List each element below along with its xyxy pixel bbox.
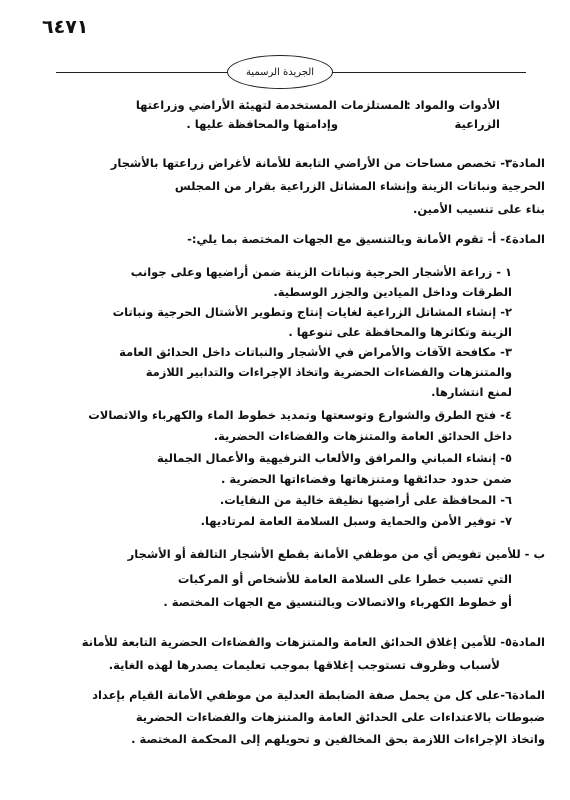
article-4-b-line-2: التي تسبب خطرا على السلامة العامة للأشخاص أو المركبات <box>177 572 512 586</box>
definition-line-2-term: الزراعية <box>454 117 500 131</box>
article-4-item-4-line-1: ٤- فتح الطرق والشوارع وتوسعتها وتمديد خطوط الماء والكهرباء والاتصالات <box>88 408 512 422</box>
article-4-item-6: ٦- المحافظة على أراضيها نظيفة خالية من النفايات. <box>219 493 512 507</box>
article-3-line-3: بناء على تنسيب الأمين. <box>412 202 545 216</box>
article-5-line-1: المادة٥- للأمين إغلاق الحدائق العامة والمتنزهات والفضاءات الحضرية التابعة للأمانة <box>81 635 545 649</box>
article-4-item-3-line-3: لمنع انتشارها. <box>431 385 512 399</box>
article-4-item-1-line-2: الطرقات وداخل الميادين والجزر الوسطية. <box>273 285 512 299</box>
article-4-b-line-3: أو خطوط الكهرباء والاتصالات وبالتنسيق مع الجهات المختصة . <box>163 595 512 609</box>
article-3-line-1: المادة٣- تخصص مساحات من الأراضي التابعة للأمانة لأغراض زراعتها بالأشجار <box>110 156 545 170</box>
article-5-line-2: لأسباب وظروف تستوجب إغلاقها بموجب تعليمات يصدرها لهذه الغاية. <box>108 658 500 672</box>
page-number: ٦٤٧١ <box>42 16 89 38</box>
article-6-line-3: واتخاذ الإجراءات اللازمة بحق المخالفين و تحويلهم إلى المحكمة المختصة . <box>131 732 545 746</box>
article-4-intro: المادة٤- أ- تقوم الأمانة وبالتنسيق مع الجهات المختصة بما يلي:- <box>187 232 545 246</box>
article-4-item-2-line-1: ٢- إنشاء المشاتل الزراعية لغايات إنتاج وتطوير الأشتال الحرجية ونباتات <box>112 305 512 319</box>
gazette-title-oval <box>227 55 333 89</box>
article-4-item-3-line-2: والمتنزهات والفضاءات الحضرية واتخاذ الإجراءات والتدابير اللازمة <box>145 365 512 379</box>
article-6-line-1: المادة٦-على كل من يحمل صفة الضابطة العدلية من موظفي الأمانة القيام بإعداد <box>92 688 545 702</box>
definition-term: الأدوات والمواد : <box>406 98 500 112</box>
definition-line-2: وإدامتها والمحافظة عليها . <box>186 117 338 131</box>
article-6-line-2: ضبوطات بالاعتداءات على الحدائق العامة والمتنزهات والفضاءات الحضرية <box>135 710 545 724</box>
article-4-item-2-line-2: الزينة وتكاثرها والمحافظة على تنوعها . <box>288 325 512 339</box>
article-4-item-5-line-2: ضمن حدود حدائقها ومتنزهاتها وفضاءاتها الحضرية . <box>221 472 512 486</box>
article-4-item-3-line-1: ٣- مكافحة الآفات والأمراض في الأشجار والنباتات داخل الحدائق العامة <box>119 345 512 359</box>
article-4-item-5-line-1: ٥- إنشاء المباني والمرافق والألعاب الترفيهية والأعمال الجمالية <box>156 451 512 465</box>
article-4-item-1-line-1: ١ - زراعة الأشجار الحرجية ونباتات الزينة ضمن أراضيها وعلى جوانب <box>130 265 512 279</box>
gazette-title: الجريدة الرسمية <box>245 66 315 78</box>
article-4-item-4-line-2: داخل الحدائق العامة والمتنزهات والفضاءات الحضرية. <box>213 429 512 443</box>
article-4-b-line-1: ب - للأمين تفويض أي من موظفي الأمانة بقطع الأشجار التالفة أو الأشجار <box>127 547 545 561</box>
article-4-item-7: ٧- توفير الأمن والحماية وسبل السلامة العامة لمرتاديها. <box>200 514 512 528</box>
article-3-line-2: الحرجية ونباتات الزينة وإنشاء المشاتل الزراعية بقرار من المجلس <box>174 179 545 193</box>
definition-line-1: المستلزمات المستخدمة لتهيئة الأراضي وزراعتها <box>135 98 408 112</box>
